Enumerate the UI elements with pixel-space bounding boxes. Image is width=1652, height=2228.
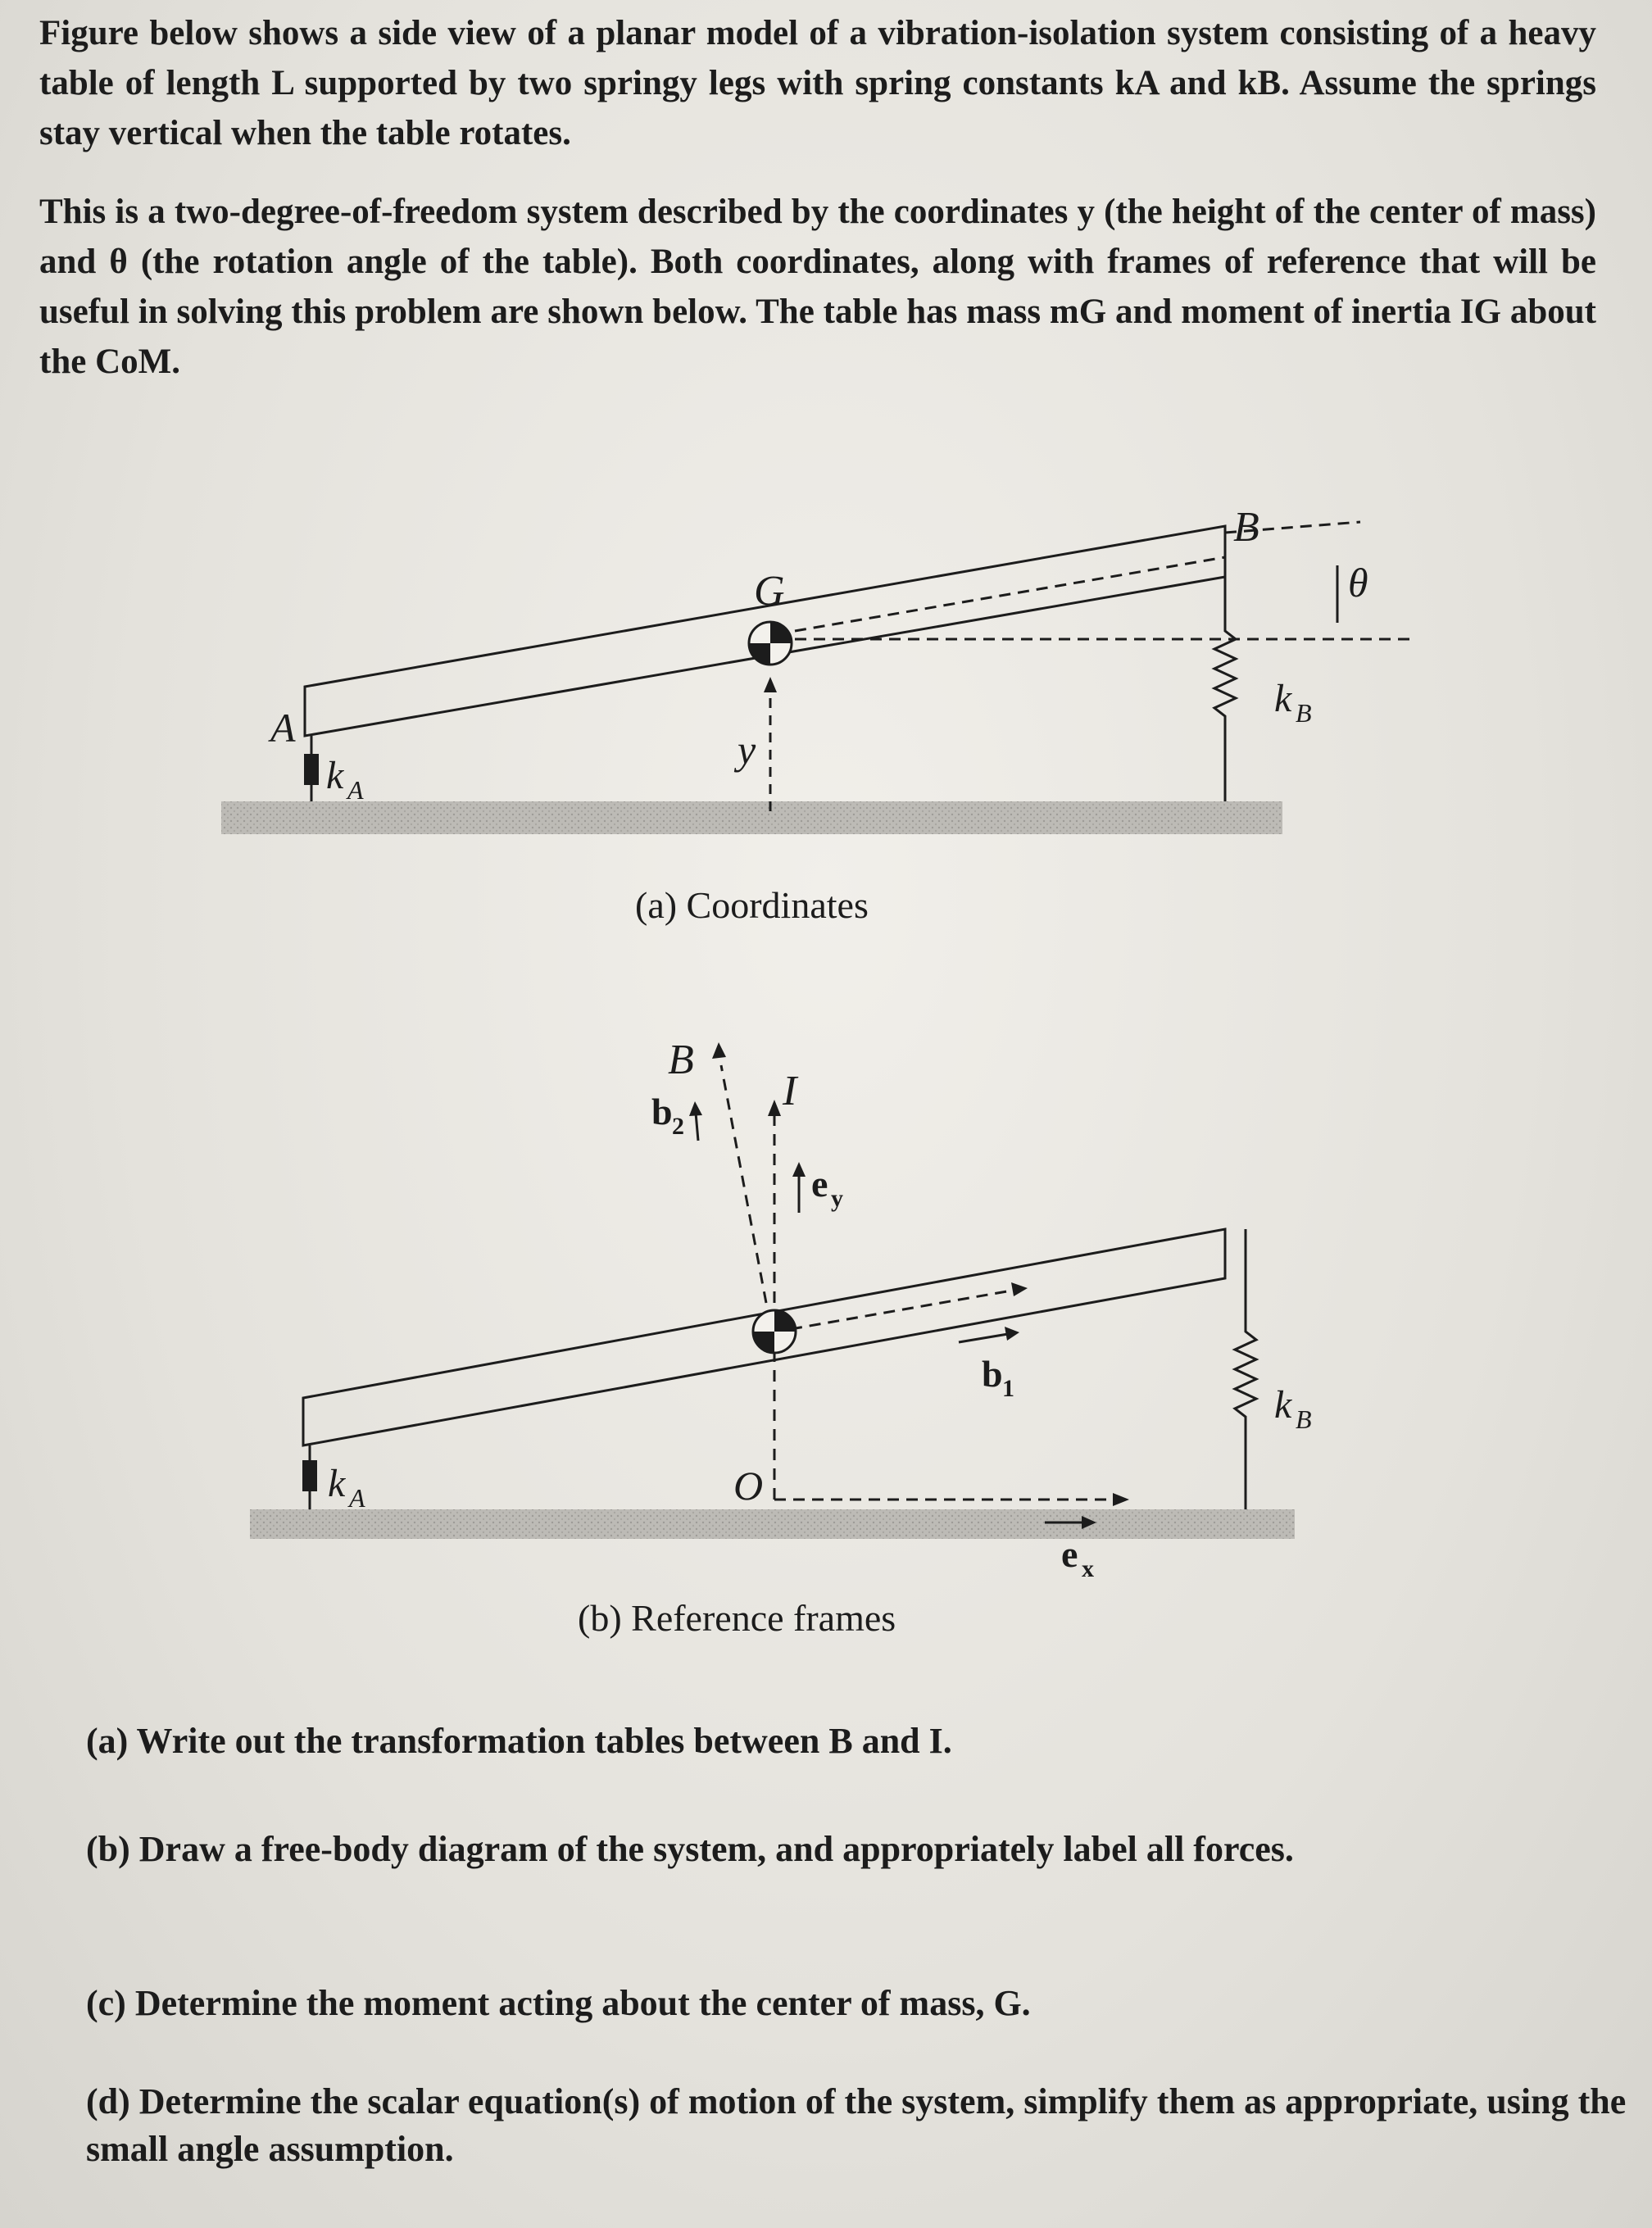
- label-ka-a-sub: A: [347, 775, 364, 805]
- b2-vector: [696, 1113, 698, 1141]
- question-c: (c) Determine the moment acting about the center of mass, G.: [86, 1983, 1031, 2023]
- figure-a-caption: (a) Coordinates: [635, 884, 869, 926]
- label-y-a: y: [738, 727, 756, 773]
- ex-axis-arrowhead: [1113, 1493, 1129, 1506]
- label-kb-b: k: [1274, 1383, 1292, 1427]
- label-b-a: B: [1233, 504, 1259, 551]
- label-ex-sub: x: [1082, 1555, 1094, 1582]
- label-a-a: A: [270, 705, 296, 751]
- label-ka-b: k: [328, 1462, 346, 1505]
- intro-paragraph: Figure below shows a side view of a planar model of a vibration-isolation system consisting of a heavy table of length L supported by two springy legs with spring constants kA and kB. Assume the springs stay vertical when the table rotates.: [39, 14, 1596, 152]
- b1-axis-arrowhead: [1011, 1282, 1028, 1296]
- label-b1-sub: 1: [1002, 1375, 1014, 1402]
- spring-b-right-b: [1235, 1229, 1256, 1509]
- y-arrowhead: [764, 677, 777, 692]
- label-b2-sub: 2: [672, 1113, 684, 1140]
- ground-b: [250, 1509, 1295, 1539]
- question-d: (d) Determine the scalar equation(s) of motion of the system, simplify them as appropriate, using the small angle assumption.: [86, 2081, 1627, 2169]
- question-b: (b) Draw a free-body diagram of the system, and appropriately label all forces.: [86, 1829, 1294, 1869]
- table-axis-dashed-a: [795, 557, 1225, 631]
- description-paragraph: This is a two-degree-of-freedom system described by the coordinates y (the height of the center of mass) and θ (the rotation angle of the table). Both coordinates, along with frames of reference that will be useful in solving this problem are shown below. The table has mass mG and moment of inertia IG about the CoM.: [39, 193, 1596, 381]
- figure-a: [221, 504, 1409, 834]
- label-ka-a: k: [326, 754, 344, 797]
- spring-b-left: [302, 1445, 317, 1509]
- label-kb-a: k: [1274, 677, 1292, 720]
- b2-axis-dashed: [721, 1065, 766, 1303]
- label-origin-o: O: [733, 1463, 764, 1509]
- label-kb-a-sub: B: [1296, 698, 1312, 728]
- figure-b-caption: (b) Reference frames: [578, 1597, 896, 1639]
- label-i-frame: I: [783, 1068, 797, 1114]
- label-ey: e: [811, 1163, 828, 1205]
- label-theta-a: θ: [1348, 560, 1368, 606]
- label-ey-sub: y: [831, 1185, 843, 1212]
- b2-axis-arrowhead: [712, 1042, 726, 1059]
- spring-a-left: [304, 736, 319, 801]
- com-symbol-a: [749, 622, 792, 665]
- b1-vector-arrowhead: [1005, 1327, 1019, 1341]
- b2-vector-arrowhead: [689, 1101, 702, 1116]
- i-axis-arrowhead: [768, 1100, 781, 1116]
- label-b1: b: [982, 1353, 1003, 1395]
- b1-vector: [959, 1334, 1008, 1342]
- label-ka-b-sub: A: [349, 1483, 365, 1513]
- ground-a: [221, 801, 1282, 834]
- figure-b: [250, 1037, 1312, 1582]
- question-a: (a) Write out the transformation tables between B and I.: [86, 1721, 952, 1761]
- spring-b-right: [1214, 577, 1236, 801]
- label-kb-b-sub: B: [1296, 1404, 1312, 1434]
- com-symbol-b: [753, 1310, 796, 1353]
- label-b-frame: B: [668, 1037, 694, 1083]
- label-g-a: G: [754, 568, 785, 615]
- label-b2: b: [651, 1091, 673, 1132]
- ey-vector-arrowhead: [792, 1162, 806, 1177]
- label-ex: e: [1061, 1533, 1078, 1575]
